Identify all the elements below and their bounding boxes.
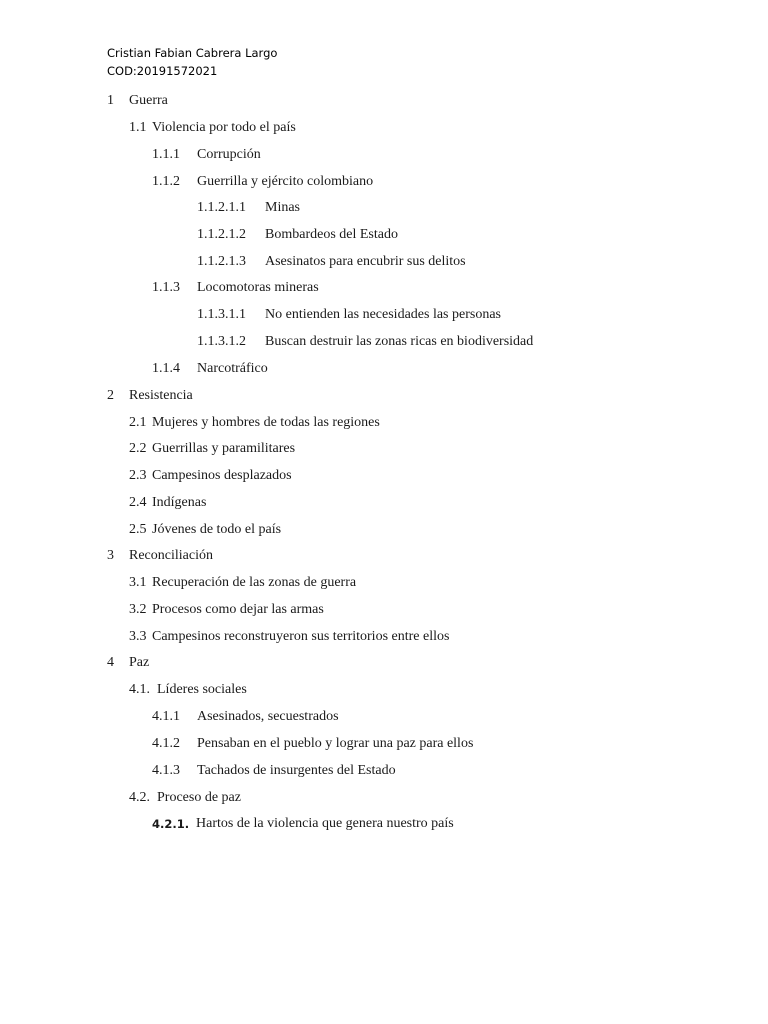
item-text: Recuperación de las zonas de guerra xyxy=(152,575,357,590)
item-text: No entienden las necesidades las personas xyxy=(265,307,501,322)
item-text: Guerra xyxy=(129,93,168,108)
item-text: Campesinos desplazados xyxy=(152,468,292,483)
item-number: 4.1. xyxy=(129,682,150,697)
item-number: 2.5 xyxy=(129,522,147,537)
item-number: 4.2. xyxy=(129,790,150,805)
item-text: Líderes sociales xyxy=(157,682,247,697)
item-text: Minas xyxy=(265,200,300,215)
item-text: Corrupción xyxy=(197,147,261,162)
item-text: Procesos como dejar las armas xyxy=(152,602,324,617)
item-number: 1.1.3.1.1 xyxy=(197,307,246,322)
item-number: 1.1.1 xyxy=(152,147,180,162)
item-number: 2.1 xyxy=(129,415,147,430)
item-text: Mujeres y hombres de todas las regiones xyxy=(152,415,380,430)
item-text: Paz xyxy=(129,655,150,670)
item-text: Jóvenes de todo el país xyxy=(152,522,282,537)
item-number: 3 xyxy=(107,548,114,563)
item-number: 3.1 xyxy=(129,575,147,590)
item-number: 4.2.1. xyxy=(152,817,190,831)
item-text: Guerrillas y paramilitares xyxy=(152,441,296,456)
item-number: 4.1.1 xyxy=(152,709,180,724)
item-number: 1.1.4 xyxy=(152,361,180,376)
item-number: 1.1.3 xyxy=(152,280,180,295)
item-text: Hartos de la violencia que genera nuestro país xyxy=(196,816,454,831)
item-number: 1.1.3.1.2 xyxy=(197,334,246,349)
item-text: Indígenas xyxy=(152,495,207,510)
item-text: Locomotoras mineras xyxy=(197,280,319,295)
item-number: 1 xyxy=(107,93,114,108)
item-number: 2.3 xyxy=(129,468,147,483)
item-number: 4 xyxy=(107,655,114,670)
item-text: Buscan destruir las zonas ricas en biodiversidad xyxy=(265,334,534,349)
item-text: Asesinados, secuestrados xyxy=(197,709,339,724)
item-text: Violencia por todo el país xyxy=(152,120,296,135)
item-number: 3.2 xyxy=(129,602,147,617)
item-number: 1.1.2.1.1 xyxy=(197,200,246,215)
item-number: 1.1.2.1.2 xyxy=(197,227,246,242)
item-number: 2 xyxy=(107,388,114,403)
item-text: Guerrilla y ejército colombiano xyxy=(197,174,374,189)
item-number: 4.1.2 xyxy=(152,736,180,751)
item-number: 2.2 xyxy=(129,441,147,456)
item-text: Reconciliación xyxy=(129,548,213,563)
item-text: Campesinos reconstruyeron sus territorios entre ellos xyxy=(152,629,450,644)
item-text: Proceso de paz xyxy=(157,790,241,805)
item-number: 1.1 xyxy=(129,120,147,135)
item-number: 1.1.2 xyxy=(152,174,180,189)
item-number: 3.3 xyxy=(129,629,147,644)
author-name: Cristian Fabian Cabrera Largo xyxy=(107,46,278,60)
item-text: Pensaban en el pueblo y lograr una paz para ellos xyxy=(197,736,474,751)
item-text: Bombardeos del Estado xyxy=(265,227,398,242)
item-number: 2.4 xyxy=(129,495,147,510)
item-text: Resistencia xyxy=(129,388,193,403)
item-number: 1.1.2.1.3 xyxy=(197,254,246,269)
item-text: Asesinatos para encubrir sus delitos xyxy=(265,254,466,269)
item-text: Narcotráfico xyxy=(197,361,268,376)
student-code: COD:20191572021 xyxy=(107,64,218,78)
item-text: Tachados de insurgentes del Estado xyxy=(197,763,396,778)
item-number: 4.1.3 xyxy=(152,763,180,778)
